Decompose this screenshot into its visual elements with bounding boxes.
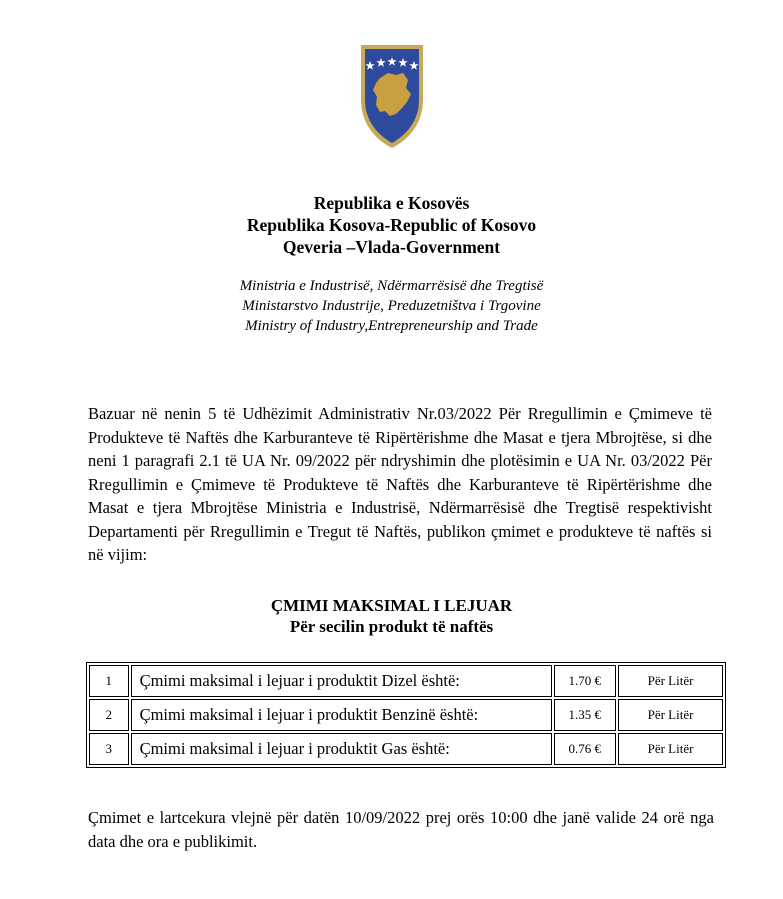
price-unit: Për Litër	[618, 733, 723, 765]
kosovo-coat-of-arms-icon	[358, 42, 426, 150]
header-line-1: Republika e Kosovës	[313, 193, 470, 213]
ministry-line-3: Ministry of Industry,Entrepreneurship and Trade	[245, 318, 538, 334]
product-description: Çmimi maksimal i lejuar i produktit Gas është:	[131, 733, 552, 765]
row-number: 2	[89, 699, 129, 731]
price-unit: Për Litër	[618, 665, 723, 697]
validity-paragraph: Çmimet e lartcekura vlejnë për datën 10/09/2022 prej orës 10:00 dhe janë valide 24 orë nga data dhe ora e publikimit.	[88, 808, 714, 851]
price-section-subtitle: Për secilin produkt të naftës	[289, 617, 494, 636]
price-section-title: ÇMIMI MAKSIMAL I LEJUAR	[270, 596, 513, 615]
table-row	[89, 699, 723, 731]
row-number: 3	[89, 733, 129, 765]
product-price: 1.35 €	[554, 699, 616, 731]
row-number: 1	[89, 665, 129, 697]
table-row	[89, 733, 723, 765]
price-table	[86, 662, 726, 768]
price-unit: Për Litër	[618, 699, 723, 731]
header-line-2: Republika Kosova-Republic of Kosovo	[246, 215, 537, 235]
product-description: Çmimi maksimal i lejuar i produktit Benzinë është:	[131, 699, 552, 731]
header-line-3: Qeveria –Vlada-Government	[282, 237, 501, 257]
government-header	[0, 192, 783, 258]
product-price: 0.76 €	[554, 733, 616, 765]
ministry-header	[0, 276, 783, 336]
ministry-line-1: Ministria e Industrisë, Ndërmarrësisë dhe Tregtisë	[239, 278, 544, 294]
product-description: Çmimi maksimal i lejuar i produktit Dizel është:	[131, 665, 552, 697]
ministry-line-2: Ministarstvo Industrije, Preduzetništva i Trgovine	[242, 298, 541, 314]
price-section-heading	[0, 595, 783, 637]
product-price: 1.70 €	[554, 665, 616, 697]
intro-paragraph: Bazuar në nenin 5 të Udhëzimit Administrativ Nr.03/2022 Për Rregullimin e Çmimeve të Produkteve të Naftës dhe Karburanteve të Ripërtërishme dhe Masat e tjera Mbrojtëse, si dhe neni 1 paragrafi 2.1 të UA Nr. 09/2022 për ndryshimin dhe plotësimin e UA Nr. 03/2022 Për Rregullimin e Çmimeve të Produkteve të Naftës dhe Karburanteve të Ripërtërishme dhe Masat e tjera Mbrojtëse Ministria e Industrisë, Ndërmarrësisë dhe Tregtisë respektivisht Departamenti për Rregullimin e Tregut të Naftës, publikon çmimet e produkteve të naftës si në vijim:	[88, 404, 712, 564]
table-row	[89, 665, 723, 697]
